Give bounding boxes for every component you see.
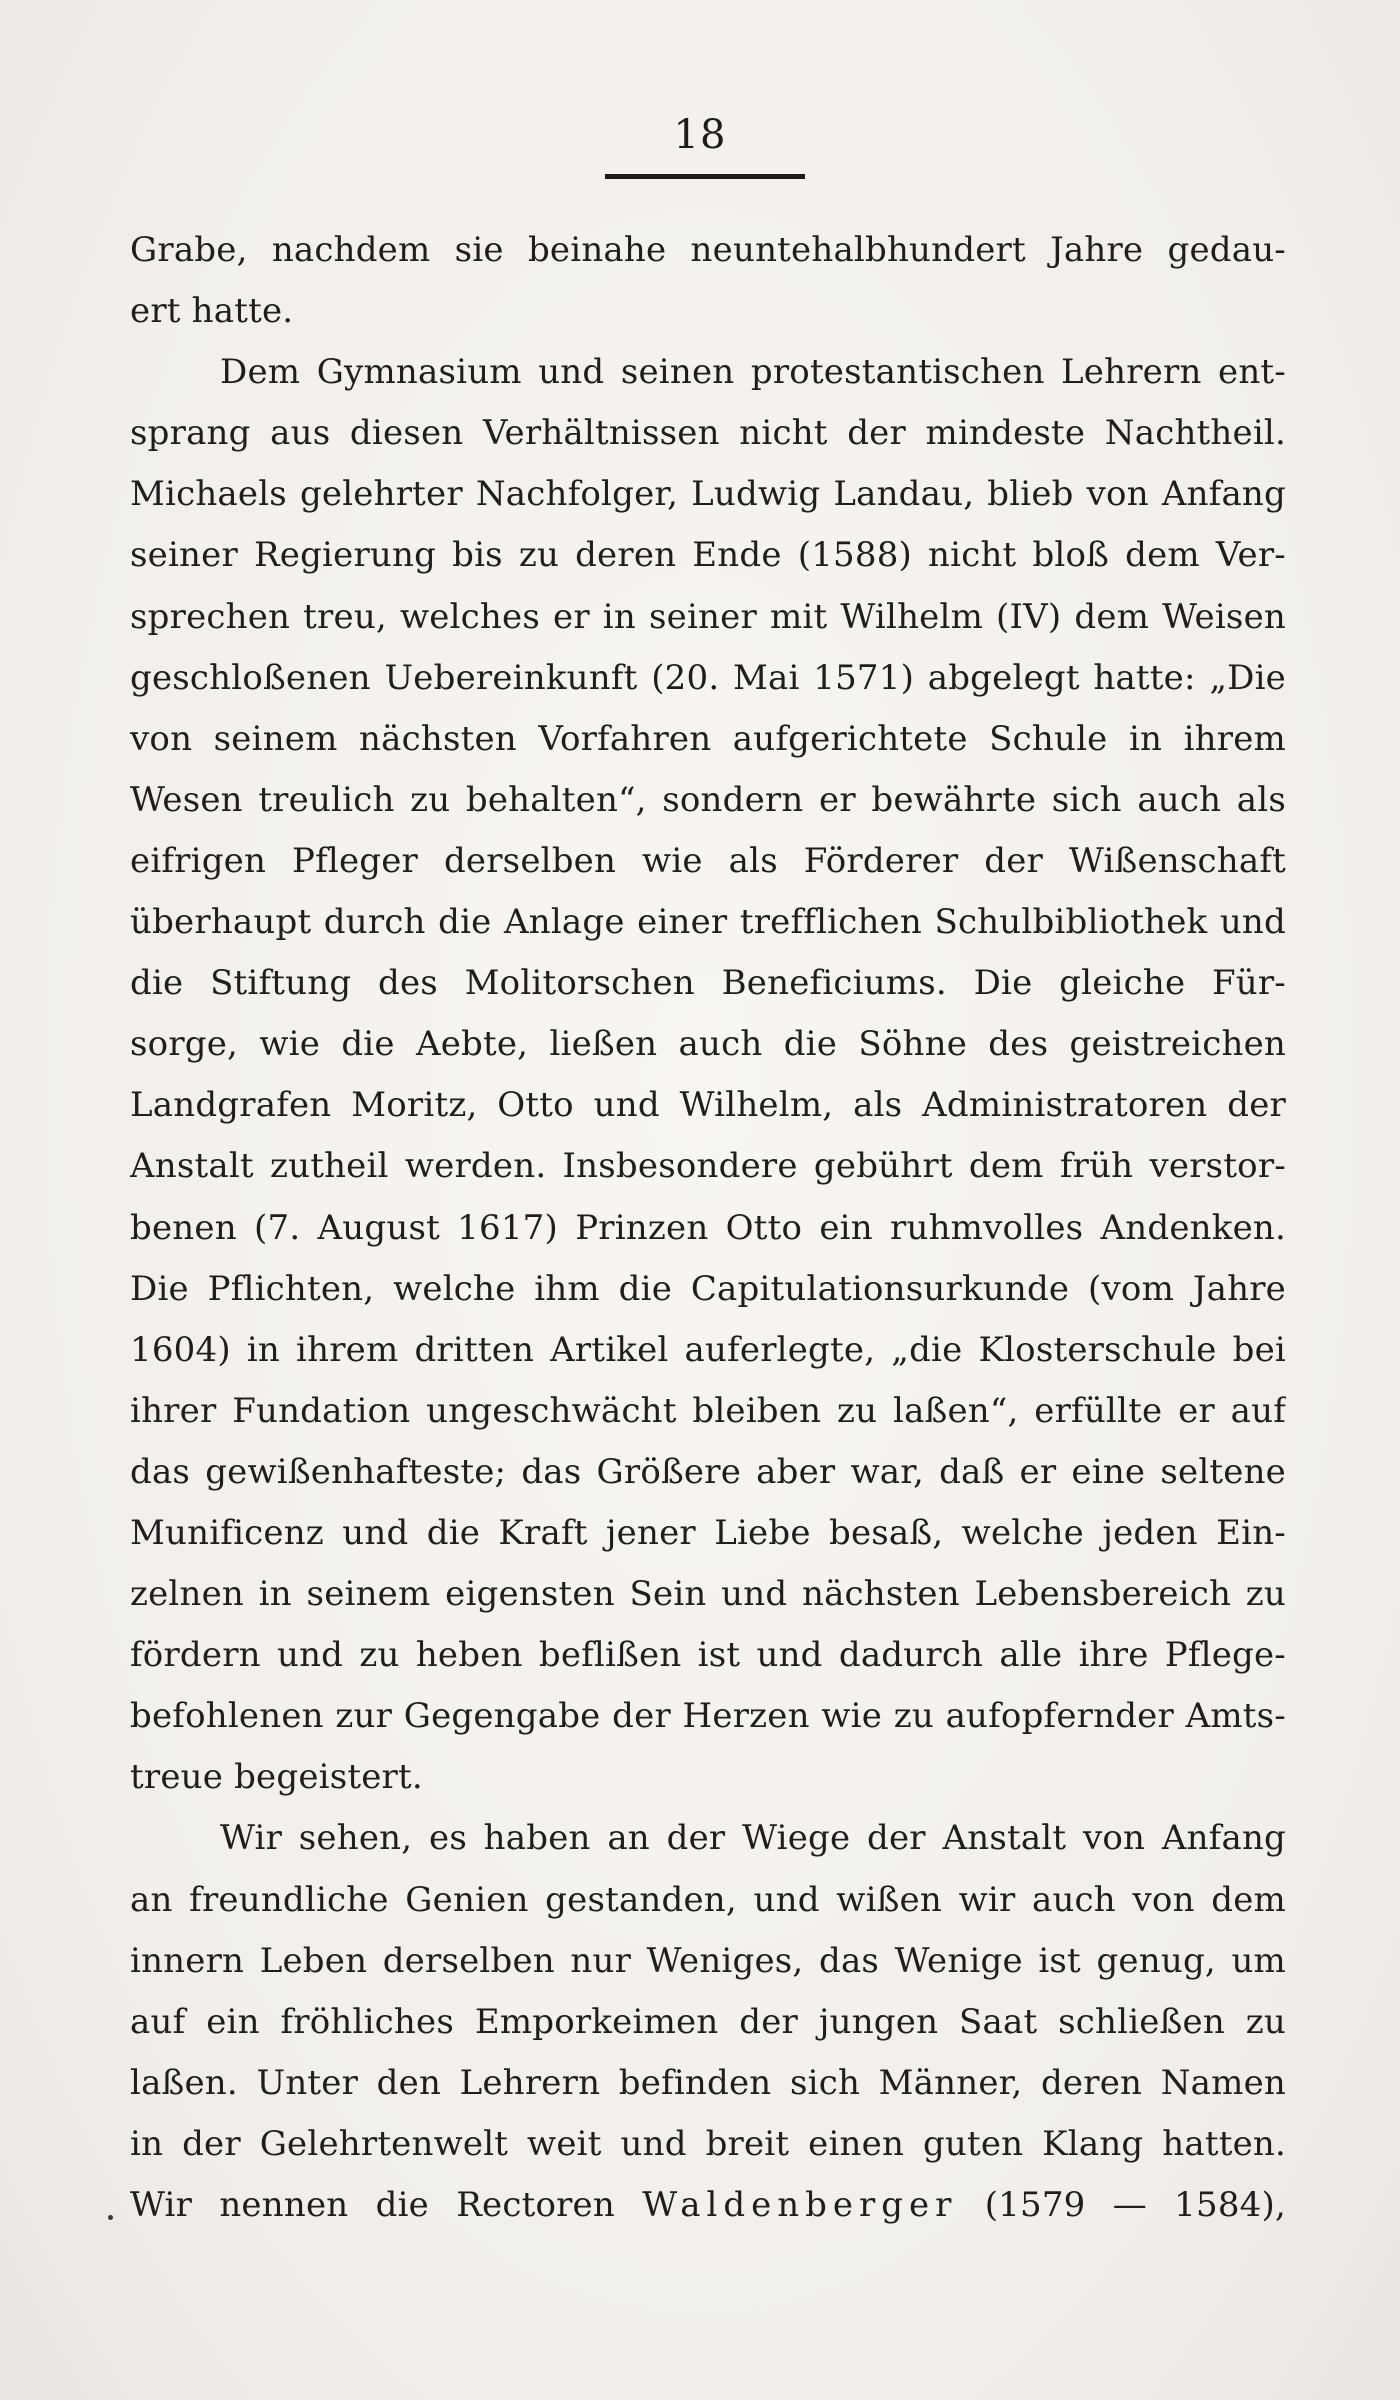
scan-speck — [108, 2215, 113, 2220]
text-line: ihrer Fundation ungeschwächt bleiben zu laßen“, erfüllte er auf — [130, 1390, 1286, 1431]
text-line: geschloßenen Uebereinkunft (20. Mai 1571) abgelegt hatte: „Die — [130, 657, 1286, 698]
text-line: Dem Gymnasium und seinen protestantischen Lehrern ent- — [220, 352, 1286, 393]
text-line: Landgrafen Moritz, Otto und Wilhelm, als Administratoren der — [130, 1085, 1286, 1126]
text-line: zelnen in seinem eigensten Sein und nächsten Lebensbereich zu — [130, 1574, 1286, 1615]
text-line: Wesen treulich zu behalten“, sondern er bewährte sich auch als — [130, 779, 1286, 820]
text-line: sprechen treu, welches er in seiner mit Wilhelm (IV) dem Weisen — [130, 596, 1286, 637]
text-line: Anstalt zutheil werden. Insbesondere gebührt dem früh verstor- — [130, 1146, 1286, 1187]
rector-name: Waldenberger — [642, 2185, 958, 2225]
text-line: Michaels gelehrter Nachfolger, Ludwig Landau, blieb von Anfang — [130, 474, 1286, 515]
text-line: an freundliche Genien gestanden, und wißen wir auch von dem — [130, 1879, 1286, 1920]
page-number: 18 — [673, 112, 727, 158]
text-line: die Stiftung des Molitorschen Beneficiums. Die gleiche Für- — [130, 963, 1286, 1004]
text-line: auf ein fröhliches Emporkeimen der jungen Saat schließen zu — [130, 2001, 1286, 2042]
text-line: laßen. Unter den Lehrern befinden sich Männer, deren Namen — [130, 2062, 1286, 2103]
text-line: Munificenz und die Kraft jener Liebe besaß, welche jeden Ein- — [130, 1512, 1286, 1553]
text-line: überhaupt durch die Anlage einer trefflichen Schulbibliothek und — [130, 902, 1286, 943]
text-line: benen (7. August 1617) Prinzen Otto ein ruhmvolles Andenken. — [130, 1207, 1286, 1248]
text-line: Grabe, nachdem sie beinahe neuntehalbhundert Jahre gedau- — [130, 230, 1286, 270]
body-text — [130, 220, 1286, 2236]
text-line: 1604) in ihrem dritten Artikel auferlegte, „die Klosterschule bei — [130, 1329, 1286, 1370]
text-line: seiner Regierung bis zu deren Ende (1588) nicht bloß dem Ver- — [130, 535, 1286, 576]
text-line: Wir sehen, es haben an der Wiege der Anstalt von Anfang — [220, 1818, 1286, 1859]
text-line: treue begeistert. — [130, 1757, 423, 1798]
text-segment: Wir nennen die Rectoren — [130, 2185, 615, 2225]
text-line: eifrigen Pfleger derselben wie als Förderer der Wißenschaft — [130, 840, 1286, 881]
text-line-final — [130, 2175, 1286, 2236]
text-line: in der Gelehrtenwelt weit und breit einen guten Klang hatten. — [130, 2123, 1286, 2164]
header-rule — [605, 174, 805, 179]
text-line: ert hatte. — [130, 291, 294, 332]
text-segment: (1579 — 1584), — [984, 2185, 1286, 2225]
text-line: von seinem nächsten Vorfahren aufgerichtete Schule in ihrem — [130, 718, 1286, 759]
text-line: innern Leben derselben nur Weniges, das Wenige ist genug, um — [130, 1940, 1286, 1981]
text-line: sorge, wie die Aebte, ließen auch die Söhne des geistreichen — [130, 1024, 1286, 1065]
text-line: Die Pflichten, welche ihm die Capitulationsurkunde (vom Jahre — [130, 1268, 1286, 1309]
text-line: sprang aus diesen Verhältnissen nicht der mindeste Nachtheil. — [130, 413, 1286, 454]
text-line: das gewißenhafteste; das Größere aber war, daß er eine seltene — [130, 1451, 1286, 1492]
text-line: befohlenen zur Gegengabe der Herzen wie zu aufopfernder Amts- — [130, 1696, 1286, 1737]
text-line: fördern und zu heben beflißen ist und dadurch alle ihre Pflege- — [130, 1635, 1286, 1676]
